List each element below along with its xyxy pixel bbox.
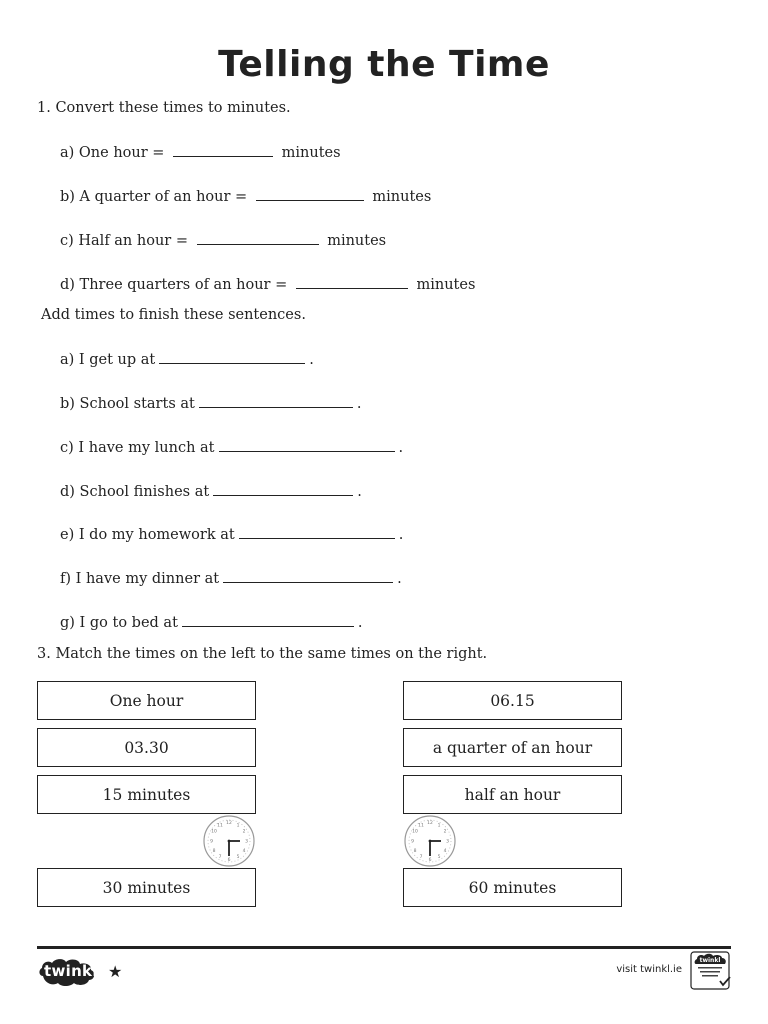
convert-item-d	[60, 274, 475, 295]
svg-text:8: 8	[212, 849, 216, 854]
answer-blank[interactable]	[173, 142, 273, 157]
answer-blank[interactable]	[256, 186, 364, 201]
clock-face-icon[interactable]	[202, 814, 256, 868]
svg-text:11: 11	[217, 823, 223, 829]
item-label: e) I do my homework at	[60, 527, 235, 543]
item-suffix: .	[397, 571, 402, 587]
item-suffix: .	[356, 396, 362, 412]
sentence-item-b	[60, 393, 361, 414]
match-right-box-4[interactable]: 60 minutes	[403, 868, 622, 907]
item-suffix: .	[357, 615, 363, 631]
svg-text:4: 4	[242, 849, 246, 854]
svg-text:6: 6	[227, 858, 231, 863]
svg-text:1: 1	[437, 823, 441, 829]
item-label: b) School starts at	[60, 396, 195, 412]
svg-text:9: 9	[210, 839, 213, 845]
svg-text:5: 5	[437, 855, 441, 860]
footer-divider	[37, 946, 731, 949]
item-label: g) I go to bed at	[60, 615, 178, 631]
convert-item-c	[60, 230, 386, 251]
item-suffix: minutes	[416, 277, 476, 293]
quality-badge-icon	[690, 951, 732, 991]
match-right-box-1[interactable]: 06.15	[403, 681, 622, 720]
item-suffix: .	[398, 527, 404, 543]
answer-blank[interactable]	[199, 393, 353, 408]
item-suffix: minutes	[327, 233, 387, 249]
section2-heading: Add times to finish these sentences.	[41, 307, 306, 323]
svg-text:10: 10	[412, 829, 418, 835]
svg-text:3: 3	[446, 839, 449, 845]
svg-text:7: 7	[218, 855, 222, 860]
answer-blank[interactable]	[213, 481, 353, 496]
answer-blank[interactable]	[182, 612, 354, 627]
svg-text:2: 2	[242, 829, 246, 835]
item-suffix: .	[309, 352, 314, 368]
svg-text:9: 9	[411, 839, 414, 845]
badge-text: twinkl	[699, 957, 721, 964]
svg-text:1: 1	[236, 823, 240, 829]
svg-text:12: 12	[427, 821, 433, 826]
section3-heading: 3. Match the times on the left to the same times on the right.	[37, 646, 488, 662]
item-suffix: .	[398, 440, 404, 456]
answer-blank[interactable]	[159, 349, 305, 364]
item-label: c) Half an hour =	[60, 233, 188, 249]
match-left-box-1[interactable]: One hour	[37, 681, 256, 720]
svg-text:12: 12	[226, 821, 232, 826]
match-left-box-2[interactable]: 03.30	[37, 728, 256, 767]
footer-logo-text: twinkl	[44, 962, 98, 980]
item-label: a) One hour =	[60, 145, 165, 161]
svg-text:4: 4	[443, 849, 447, 854]
item-suffix: minutes	[372, 189, 432, 205]
star-icon: ★	[108, 962, 123, 981]
worksheet-title: Telling the Time	[218, 44, 550, 85]
svg-text:8: 8	[413, 849, 417, 854]
item-label: a) I get up at	[60, 352, 156, 368]
match-right-box-2[interactable]: a quarter of an hour	[403, 728, 622, 767]
item-suffix: minutes	[281, 145, 341, 161]
sentence-item-a	[60, 349, 314, 370]
convert-item-a	[60, 142, 341, 163]
answer-blank[interactable]	[296, 274, 408, 289]
answer-blank[interactable]	[197, 230, 319, 245]
answer-blank[interactable]	[239, 524, 395, 539]
match-right-box-3[interactable]: half an hour	[403, 775, 622, 814]
clock-face-icon[interactable]	[403, 814, 457, 868]
svg-text:7: 7	[419, 855, 423, 860]
svg-text:5: 5	[236, 855, 240, 860]
svg-text:6: 6	[428, 858, 432, 863]
item-label: f) I have my dinner at	[60, 571, 220, 587]
sentence-item-f	[60, 568, 402, 589]
match-left-box-3[interactable]: 15 minutes	[37, 775, 256, 814]
item-label: c) I have my lunch at	[60, 440, 215, 456]
footer-url[interactable]: visit twinkl.ie	[616, 964, 682, 975]
sentence-item-c	[60, 437, 403, 458]
answer-blank[interactable]	[219, 437, 395, 452]
answer-blank[interactable]	[223, 568, 393, 583]
match-left-box-4[interactable]: 30 minutes	[37, 868, 256, 907]
sentence-item-g	[60, 612, 363, 633]
svg-text:2: 2	[443, 829, 447, 835]
svg-text:10: 10	[211, 829, 217, 835]
item-label: d) Three quarters of an hour =	[60, 277, 288, 293]
section1-heading: 1. Convert these times to minutes.	[37, 100, 291, 116]
svg-text:3: 3	[245, 839, 248, 845]
item-suffix: .	[357, 484, 362, 500]
item-label: b) A quarter of an hour =	[60, 189, 248, 205]
svg-text:11: 11	[418, 823, 424, 829]
sentence-item-d	[60, 481, 362, 502]
item-label: d) School finishes at	[60, 484, 210, 500]
sentence-item-e	[60, 524, 403, 545]
convert-item-b	[60, 186, 431, 207]
